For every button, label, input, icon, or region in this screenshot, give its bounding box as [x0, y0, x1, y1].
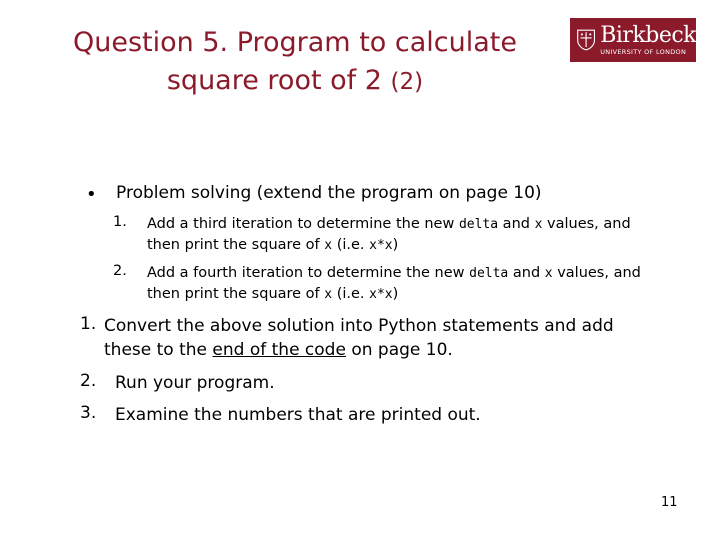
- sub-item-2-code-delta: delta: [469, 266, 509, 281]
- item-3-text: Examine the numbers that are printed out.: [115, 405, 481, 425]
- item-3-number: 3.: [80, 403, 97, 423]
- sub-item-1-t3: values, and then print the square of: [147, 216, 631, 253]
- logo-name: Birkbeck: [600, 22, 696, 48]
- logo-words: [600, 22, 696, 56]
- title-line-2: [60, 62, 530, 101]
- item-2-number: 2.: [80, 371, 97, 391]
- sub-item-1-code-delta: delta: [458, 217, 499, 232]
- sub-item-2-code-x: x: [544, 266, 553, 281]
- sub-item-2-number: 2.: [113, 263, 127, 279]
- slide-title: [60, 24, 530, 101]
- item-1-number: 1.: [80, 314, 97, 334]
- sub-item-2-t4: (i.e.: [332, 286, 370, 302]
- sub-item-2-t2: and: [508, 265, 545, 281]
- sub-item-2-text: [147, 263, 667, 305]
- page-number: 11: [661, 495, 678, 510]
- title-line-1: Question 5. Program to calculate: [73, 27, 517, 58]
- sub-item-1-t4: (i.e.: [332, 237, 370, 253]
- sub-item-2-t3: values, and then print the square of: [147, 265, 641, 302]
- title-suffix: (2): [390, 69, 424, 95]
- sub-item-2-code-xx: x*x: [369, 287, 393, 302]
- sub-item-2-t5: ): [392, 286, 399, 302]
- sub-item-2-code-x-2: x: [324, 287, 333, 302]
- item-1-text-before: Convert the above solution into Python statements and add these to the: [104, 316, 614, 360]
- logo-subtitle: UNIVERSITY OF LONDON: [600, 47, 687, 56]
- sub-item-2-t1: Add a fourth iteration to determine the new: [147, 265, 470, 281]
- sub-item-1-t1: Add a third iteration to determine the new: [147, 216, 459, 232]
- item-2-text: Run your program.: [115, 373, 275, 393]
- sub-item-1-code-x-2: x: [324, 238, 333, 253]
- item-1-underlined: end of the code: [212, 340, 346, 360]
- birkbeck-logo: [570, 18, 696, 62]
- sub-item-1-text: [147, 214, 667, 256]
- sub-item-1-code-x: x: [534, 217, 543, 232]
- sub-item-1-t2: and: [498, 216, 535, 232]
- sub-item-1-code-xx: x*x: [369, 238, 393, 253]
- sub-item-1-number: 1.: [113, 214, 127, 230]
- sub-item-1-t5: ): [392, 237, 399, 253]
- title-line-2-text: square root of 2: [166, 65, 382, 96]
- bullet-text: Problem solving (extend the program on page 10): [116, 183, 542, 203]
- item-1-text: [104, 314, 664, 362]
- crest-icon: [577, 25, 595, 55]
- item-1-text-after: on page 10.: [345, 340, 453, 360]
- bullet-icon: •: [86, 184, 97, 205]
